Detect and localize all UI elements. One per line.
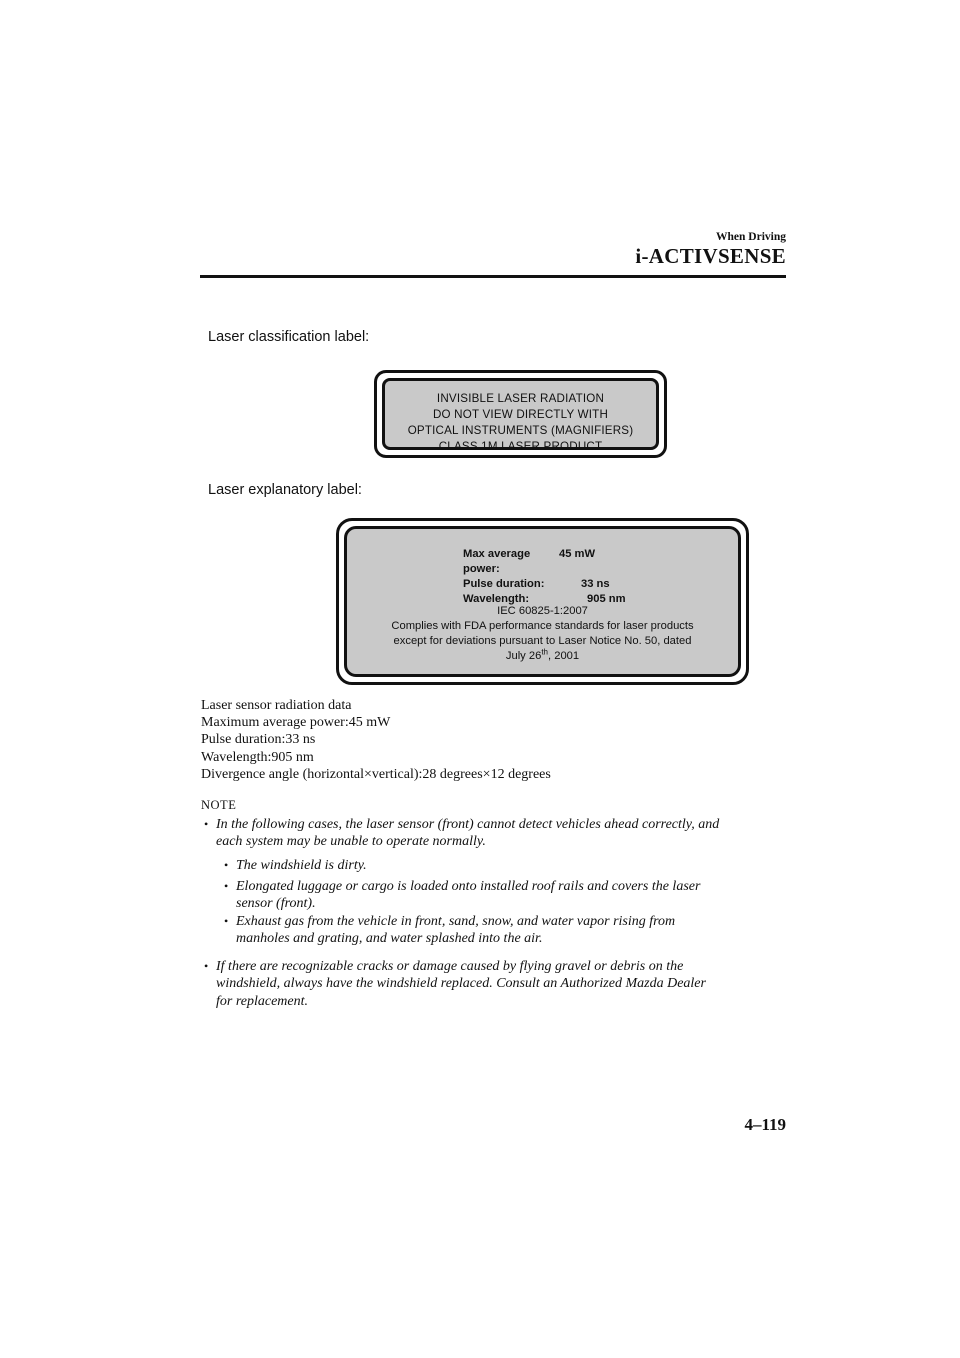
sensor-data-line: Maximum average power:45 mW [201,715,391,731]
header-rule [200,275,786,278]
note-bullet [204,816,791,851]
compliance-date [347,649,738,664]
sensor-data-line: Pulse duration:33 ns [201,732,316,748]
classification-label-caption: Laser classification label: [208,329,370,345]
classification-line: INVISIBLE LASER RADIATION [436,392,605,405]
sensor-data-line: Wavelength:905 nm [201,749,314,765]
sensor-data-title: Laser sensor radiation data [201,698,352,713]
bullet-icon: • [224,914,229,928]
compliance-line: except for deviations pursuant to Laser Notice No. 50, dated [393,635,692,647]
classification-line: OPTICAL INSTRUMENTS (MAGNIFIERS) [407,424,634,437]
note-title: NOTE [201,798,237,812]
classification-label-panel [382,378,659,453]
explanatory-text [347,604,738,664]
note-bullet-line: each system may be unable to operate normally. [216,834,486,850]
note-bullet-line: windshield, always have the windshield replaced. Consult an Authorized Mazda Dealer [216,976,706,992]
note-bullet-line: If there are recognizable cracks or damage caused by flying gravel or debris on the [216,959,684,974]
section-title: When Driving [716,231,786,243]
date-superscript: th [541,647,548,657]
page-number: 4–119 [744,1115,786,1134]
spec-table [463,547,626,607]
classification-line: CLASS 1M LASER PRODUCT [438,440,603,453]
sensor-data-line: Divergence angle (horizontal×vertical):28 degrees×12 degrees [201,766,551,782]
bullet-icon: • [224,879,229,893]
note-bullet-line: for replacement. [216,993,309,1009]
classification-label-text [385,391,656,455]
spec-name: Pulse duration: [463,578,545,590]
bullet-icon: • [204,817,209,831]
explanatory-label-caption: Laser explanatory label: [208,482,362,498]
spec-row [463,577,626,592]
note-sub-bullet-line: Exhaust gas from the vehicle in front, sand, snow, and water vapor rising from [236,914,676,929]
spec-value: 33 ns [581,578,610,590]
note-bullet-line: In the following cases, the laser sensor (front) cannot detect vehicles ahead correctly, and [216,817,720,832]
note-sub-bullet-line: manholes and grating, and water splashed into the air. [236,931,543,947]
note-sub-bullet [224,857,776,874]
bullet-icon: • [204,959,209,973]
spec-name: Wavelength: [463,593,530,605]
chapter-title: i-ACTIVSENSE [635,244,786,268]
note-bullet [204,958,791,1010]
date-suffix: , 2001 [548,650,580,662]
note-sub-bullet-line: Elongated luggage or cargo is loaded onto installed roof rails and covers the laser [236,879,701,894]
spec-row [463,547,626,577]
note-sub-bullet-line: sensor (front). [236,896,316,912]
note-sub-bullet-line: The windshield is dirty. [236,858,367,873]
bullet-icon: • [224,858,229,872]
date-prefix: July 26 [505,650,542,662]
spec-name: Max average power: [463,548,531,575]
standard-text: IEC 60825-1:2007 [497,605,588,617]
explanatory-label-panel [344,526,741,677]
spec-value: 45 mW [559,548,596,560]
classification-label [374,370,667,458]
classification-line: DO NOT VIEW DIRECTLY WITH [432,408,609,421]
note-sub-bullet [224,878,776,913]
sensor-radiation-data [201,697,551,783]
note-sub-bullet [224,913,776,948]
compliance-line: Complies with FDA performance standards for laser products [391,620,694,632]
explanatory-label [336,518,749,685]
spec-value: 905 nm [587,593,626,605]
